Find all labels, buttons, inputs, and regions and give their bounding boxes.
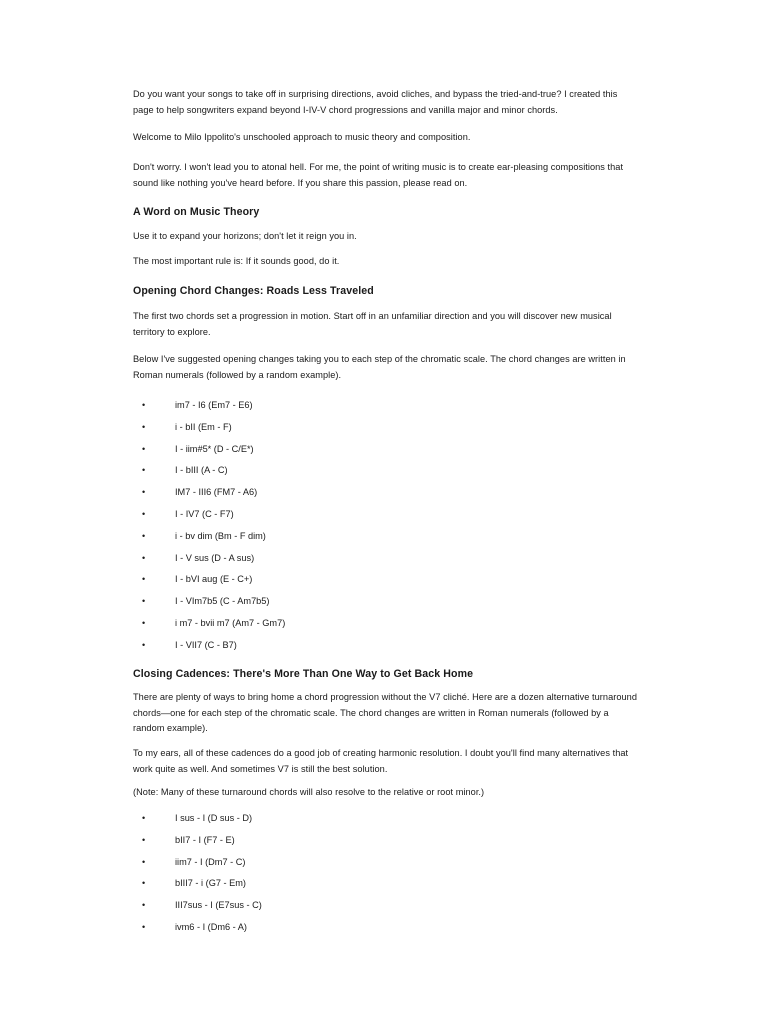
bullet-icon: • — [142, 856, 146, 867]
list-item-text: I - iim#5* (D - C/E*) — [175, 443, 254, 454]
list-item-text: I sus - I (D sus - D) — [175, 813, 253, 823]
bullet-icon: • — [142, 443, 146, 454]
opening-chord-list — [133, 398, 638, 660]
list-item-text: i - bII (Em - F) — [175, 421, 232, 432]
closing-heading: Closing Cadences: There's More Than One Way to Get Back Home — [133, 668, 474, 680]
list-item-text: i m7 - bvii m7 (Am7 - Gm7) — [175, 617, 286, 628]
theory-paragraph-2: The most important rule is: If it sounds good, do it. — [133, 256, 340, 266]
list-item-text: I - IV7 (C - F7) — [175, 508, 234, 519]
list-item — [133, 876, 638, 898]
list-item — [133, 420, 638, 442]
list-item-text: I - V sus (D - A sus) — [175, 552, 255, 563]
bullet-icon: • — [142, 530, 146, 541]
closing-paragraph-1: There are plenty of ways to bring home a chord progression without the V7 cliché. Here are a dozen alternative turnaround chords—one for each step of the chromatic scale. The chord changes are written in Roman numerals (followed by a random example). — [133, 692, 637, 733]
list-item-text: I - bVI aug (E - C+) — [175, 574, 253, 585]
list-item-text: bII7 - I (F7 - E) — [175, 834, 235, 845]
bullet-icon: • — [142, 921, 146, 932]
list-item — [133, 572, 638, 594]
list-item — [133, 551, 638, 573]
list-item-text: I - VIm7b5 (C - Am7b5) — [175, 596, 270, 607]
bullet-icon: • — [142, 617, 146, 628]
list-item — [133, 463, 638, 485]
bullet-icon: • — [142, 552, 146, 563]
bullet-icon: • — [142, 900, 146, 911]
list-item-text: bIII7 - i (G7 - Em) — [175, 878, 246, 889]
list-item-text: ivm6 - I (Dm6 - A) — [175, 921, 247, 932]
closing-chord-list — [133, 811, 638, 942]
closing-paragraph-3: (Note: Many of these turnaround chords will also resolve to the relative or root minor.) — [133, 787, 485, 797]
list-item-text: im7 - I6 (Em7 - E6) — [175, 400, 253, 410]
opening-paragraph-2: Below I've suggested opening changes taking you to each step of the chromatic scale. The chord changes are written in Roman numerals (followed by a random example). — [133, 354, 626, 380]
list-item — [133, 616, 638, 638]
list-item-text: iim7 - I (Dm7 - C) — [175, 856, 246, 867]
bullet-icon: • — [142, 487, 146, 498]
bullet-icon: • — [142, 596, 146, 607]
list-item — [133, 442, 638, 464]
opening-heading: Opening Chord Changes: Roads Less Traveled — [133, 285, 374, 297]
list-item — [133, 529, 638, 551]
list-item-text: I - bIII (A - C) — [175, 465, 228, 476]
list-item — [133, 855, 638, 877]
list-item-text: III7sus - I (E7sus - C) — [175, 900, 262, 911]
list-item — [133, 898, 638, 920]
bullet-icon: • — [142, 813, 146, 823]
list-item — [133, 507, 638, 529]
bullet-icon: • — [142, 878, 146, 889]
list-item — [133, 920, 638, 942]
bullet-icon: • — [142, 508, 146, 519]
bullet-icon: • — [142, 834, 146, 845]
bullet-icon: • — [142, 421, 146, 432]
list-item — [133, 398, 638, 420]
list-item — [133, 833, 638, 855]
bullet-icon: • — [142, 465, 146, 476]
bullet-icon: • — [142, 574, 146, 585]
opening-paragraph-1: The first two chords set a progression in motion. Start off in an unfamiliar direction and you will discover new musical territory to explore. — [133, 311, 612, 337]
list-item — [133, 594, 638, 616]
list-item-text: I - VII7 (C - B7) — [175, 639, 237, 650]
intro-paragraph-2: Welcome to Milo Ippolito's unschooled approach to music theory and composition. — [133, 132, 471, 142]
bullet-icon: • — [142, 400, 146, 410]
list-item-text: IM7 - III6 (FM7 - A6) — [175, 487, 258, 498]
intro-paragraph-3: Don't worry. I won't lead you to atonal hell. For me, the point of writing music is to create ear-pleasing compositions that sound like nothing you've heard before. If you share this passion, please read on. — [133, 162, 624, 188]
bullet-icon: • — [142, 639, 146, 650]
intro-paragraph-1: Do you want your songs to take off in surprising directions, avoid cliches, and bypass the tried-and-true? I created this page to help songwriters expand beyond I-IV-V chord progressions and vanilla major and minor chords. — [133, 89, 618, 115]
theory-paragraph-1: Use it to expand your horizons; don't let it reign you in. — [133, 231, 357, 241]
closing-paragraph-2: To my ears, all of these cadences do a good job of creating harmonic resolution. I doubt you'll find many alternatives that work quite as well. And sometimes V7 is still the best solution. — [133, 748, 629, 774]
list-item — [133, 485, 638, 507]
theory-heading: A Word on Music Theory — [133, 206, 260, 218]
list-item — [133, 811, 638, 833]
list-item-text: i - bv dim (Bm - F dim) — [175, 530, 266, 541]
list-item — [133, 638, 638, 660]
